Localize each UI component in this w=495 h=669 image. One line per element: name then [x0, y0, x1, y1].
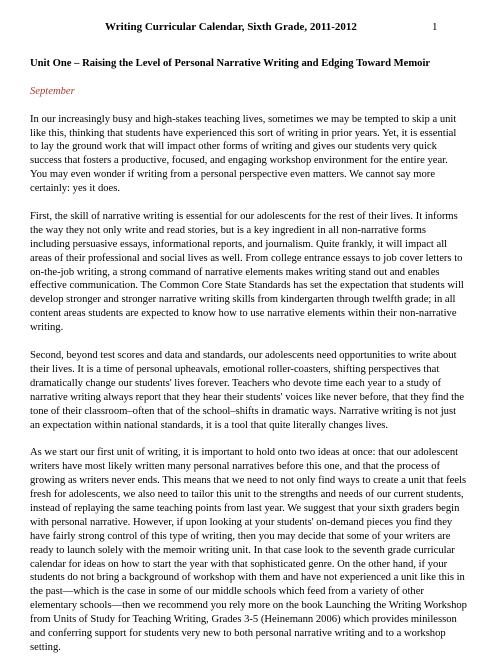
- paragraph-intro: In our increasingly busy and high-stakes teaching lives, sometimes we may be tempted to skip a unit like this, thinking that students have experienced this sort of writing in prior years. Yet, it is essential to lay the ground work that will impact other forms of writing and gives our students very quick success that fosters a productive, focused, and engaging workshop environment for the entire year. You may even wonder if writing from a personal perspective even matters. We cannot say more certainly: yes it does.: [30, 113, 457, 195]
- page-number: 1: [432, 21, 438, 33]
- document-body: [30, 57, 467, 669]
- page-header: [0, 21, 495, 35]
- paragraph-unit-start: As we start our first unit of writing, it is important to hold onto two ideas at once: that our adolescent writers have most likely written many personal narratives before this one, and that the process of growing as writers never ends. This means that we need to not only find ways to create a unit that feels fresh for adolescents, we also need to tailor this unit to the strengths and needs of our current students, instead of replaying the same teaching points from last year. We suggest that your sixth graders begin with personal narrative. However, if upon looking at your students' on-demand pieces you find they have fairly strong control of this type of writing, then you may decide that some of your writers are ready to launch solely with the memoir writing unit. In that case look to the seventh grade curricular calendar for ideas on how to start the year with that sophisticated genre. On the other hand, if your students do not bring a background of workshop with them and have not experienced a unit like this in the past—which is the case in some of our middle schools which feed from a variety of other elementary schools—then we recommend you rely more on the book Launching the Writing Workshop from Units of Study for Teaching Writing, Grades 3-5 (Heinemann 2006) which provides minilesson and conferring support for students very new to both personal narrative writing and to a workshop setting.: [30, 447, 467, 653]
- month-heading: September: [30, 85, 75, 97]
- header-title: Writing Curricular Calendar, Sixth Grade, 2011-2012: [105, 21, 357, 33]
- paragraph-first: First, the skill of narrative writing is essential for our adolescents for the rest of their lives. It informs the way they not only write and read stories, but is a key ingredient in all non-narrative forms including persuasive essays, informational reports, and journalism. Quite frankly, it will impact all areas of their professional and social lives as well. From college entrance essays to job cover letters to on-the-job writing, a strong command of narrative elements makes writing stand out and enables effective communication. The Common Core State Standards has set the expectation that students will develop stronger and stronger narrative writing skills from kindergarten through twelfth grade; in all content areas students are expected to know how to use narrative elements within their non-narrative writing.: [30, 210, 464, 334]
- paragraph-second: Second, beyond test scores and data and standards, our adolescents need opportunities to write about their lives. It is a time of personal upheavals, emotional roller-coasters, shifting perspectives that dramatically change our students' lives forever. Teachers who devote time each year to a study of narrative writing always report that they hear their students' voices like never before, that they find the tone of their classroom–often that of the school–shifts in dramatic ways. Narrative writing is not just an expectation within national standards, it is a tool that quite literally changes lives.: [30, 349, 465, 431]
- unit-heading: Unit One – Raising the Level of Personal Narrative Writing and Edging Toward Memoir: [30, 58, 431, 69]
